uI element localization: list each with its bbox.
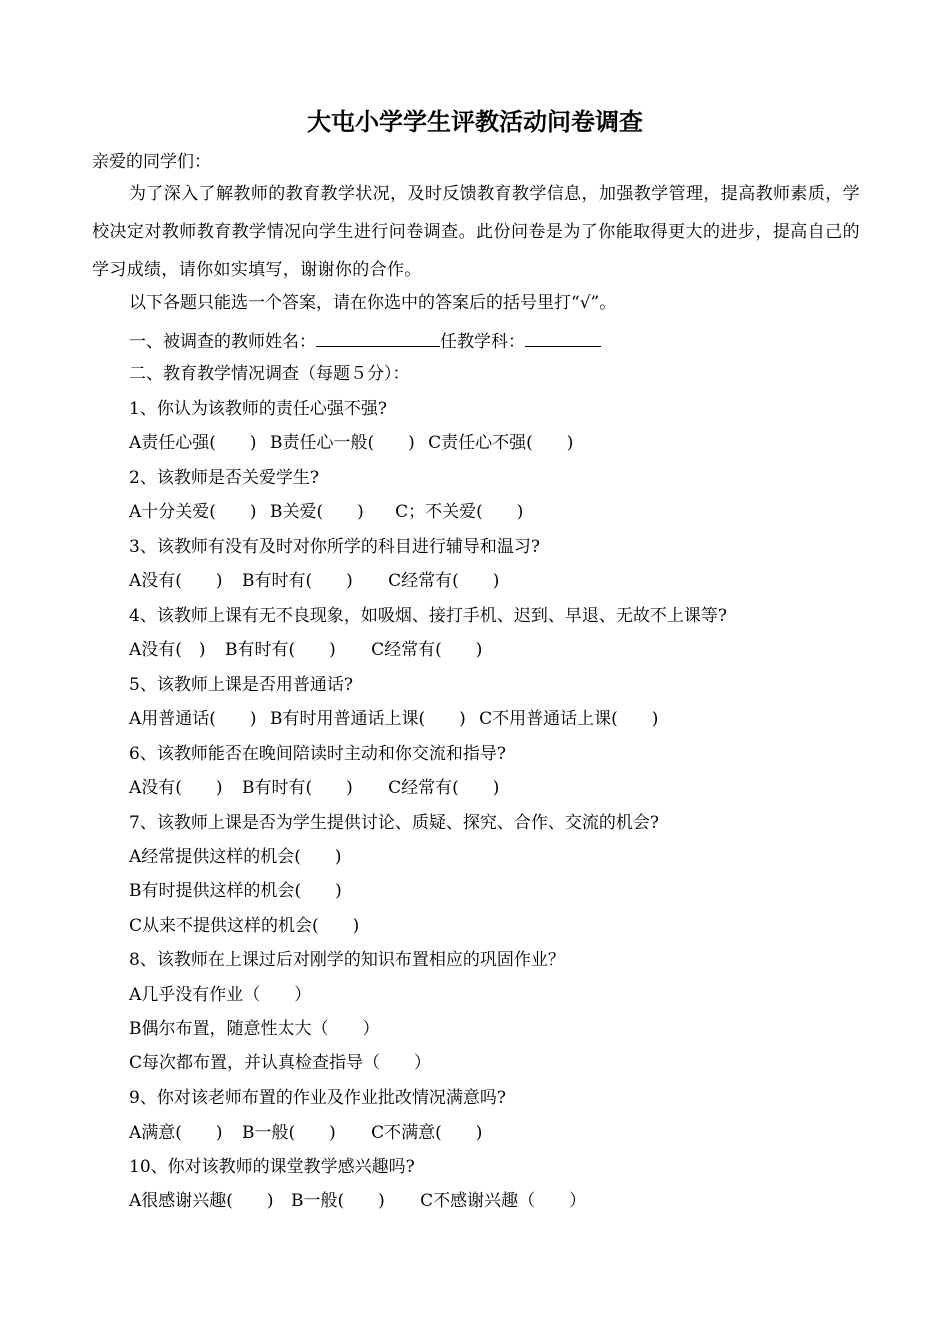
question-6: 6、该教师能否在晚间陪读时主动和你交流和指导? [129,744,506,764]
option-c[interactable]: C不满意( ) [371,1123,483,1143]
option-c[interactable]: C责任心不强( ) [428,433,574,453]
option-b[interactable]: B有时有( ) [241,778,353,798]
greeting: 亲爱的同学们： [92,152,211,172]
option-c[interactable]: C经常有( ) [388,778,500,798]
question-5: 5、该教师上课是否用普通话? [129,675,353,695]
teacher-name-label: 一、被调查的教师姓名： [129,332,316,352]
option-b[interactable]: B一般( ) [241,1123,336,1143]
option-c[interactable]: C；不关爱( ) [395,502,524,522]
option-c[interactable]: C不用普通话上课( ) [479,709,659,729]
intro-paragraph: 为了深入了解教师的教育教学状况，及时反馈教育教学信息，加强教学管理，提高教师素质，学校决定对教师教育教学情况向学生进行问卷调查。此份问卷是为了你能取得更大的进步，提高自己的学习成绩，请你如实填写，谢谢你的合作。 [92,184,860,280]
question-3: 3、该教师有没有及时对你所学的科目进行辅导和温习? [129,537,540,557]
option-b[interactable]: B关爱( ) [269,502,364,522]
question-10: 10、你对该教师的课堂教学感兴趣吗? [129,1157,415,1177]
question-2-options [129,500,523,524]
instruction: 以下各题只能选一个答案，请在你选中的答案后的括号里打“√”。 [129,293,617,313]
option-c[interactable]: C不感谢兴趣（ ） [420,1191,587,1211]
option-c[interactable]: C经常有( ) [371,640,483,660]
section-2-heading: 二、教育教学情况调查（每题５分）： [129,364,410,384]
option-a[interactable]: A责任心强( ) [129,433,257,453]
question-9: 9、你对该老师布置的作业及作业批改情况满意吗? [129,1088,506,1108]
question-8-option-a[interactable]: A几乎没有作业（ ） [129,985,312,1005]
option-a[interactable]: A很感谢兴趣( ) [129,1191,274,1211]
option-a[interactable]: A用普通话( ) [129,709,257,729]
question-7-option-b[interactable]: B有时提供这样的机会( ) [129,881,342,901]
option-a[interactable]: A十分关爱( ) [129,502,257,522]
section-1 [129,328,601,354]
question-8-option-c[interactable]: C每次都布置，并认真检查指导（ ） [129,1053,432,1073]
question-9-options [129,1121,482,1145]
option-c[interactable]: C经常有( ) [388,571,500,591]
option-b[interactable]: B责任心一般( ) [269,433,415,453]
option-a[interactable]: A没有( ) [129,778,223,798]
question-3-options [129,569,499,593]
option-a[interactable]: A满意( ) [129,1123,223,1143]
question-4-options [129,638,482,662]
question-1-options [129,431,573,455]
option-b[interactable]: B有时有( ) [224,640,336,660]
option-b[interactable]: B有时有( ) [241,571,353,591]
question-7-option-a[interactable]: A经常提供这样的机会( ) [129,847,342,867]
question-8-option-b[interactable]: B偶尔布置，随意性太大（ ） [129,1019,380,1039]
question-7-option-c[interactable]: C从来不提供这样的机会( ) [129,916,360,936]
question-1: 1、你认为该教师的责任心强不强? [129,399,387,419]
question-2: 2、该教师是否关爱学生? [129,468,319,488]
page-title: 大屯小学学生评教活动问卷调查 [307,108,643,136]
question-8: 8、该教师在上课过后对刚学的知识布置相应的巩固作业？ [129,950,565,970]
option-a[interactable]: A没有( ) [129,571,223,591]
question-10-options [129,1189,586,1213]
subject-blank[interactable] [525,328,601,347]
question-6-options [129,776,499,800]
option-b[interactable]: B一般( ) [290,1191,385,1211]
option-a[interactable]: A没有( ) [129,640,206,660]
option-b[interactable]: B有时用普通话上课( ) [269,709,466,729]
question-7: 7、该教师上课是否为学生提供讨论、质疑、探究、合作、交流的机会? [129,813,659,833]
subject-label: 任教学科： [440,332,525,352]
question-5-options [129,707,658,731]
question-4: 4、该教师上课有无不良现象，如吸烟、接打手机、迟到、早退、无故不上课等? [129,606,727,626]
teacher-name-blank[interactable] [316,328,440,347]
